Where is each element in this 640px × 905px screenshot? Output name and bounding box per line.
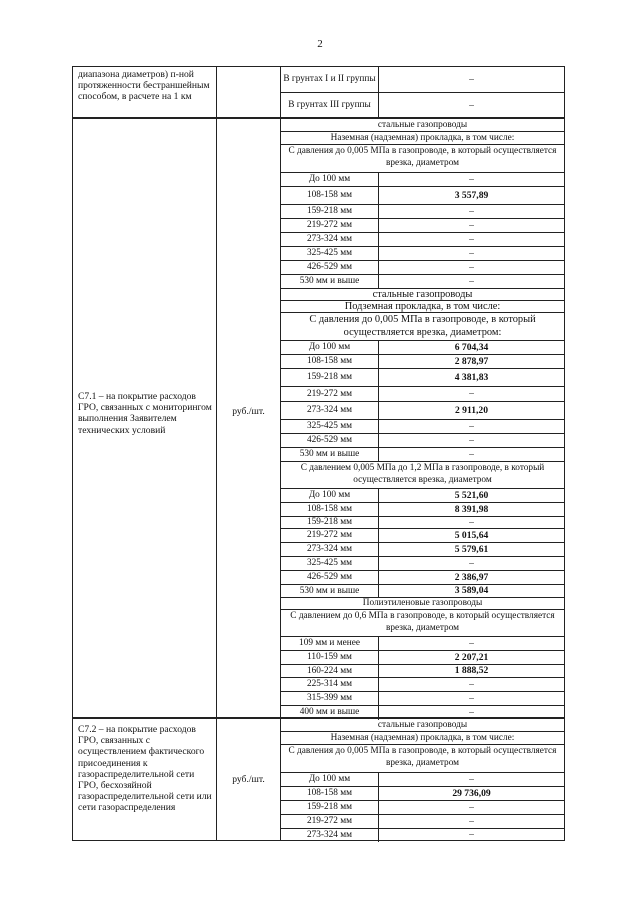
diameter-range: 108-158 мм: [281, 355, 379, 368]
table-row: [281, 503, 564, 517]
rate-value: –: [469, 421, 474, 432]
rate-value: –: [469, 435, 474, 446]
table-row: [281, 665, 564, 678]
table-section: [72, 118, 565, 718]
rate-value: –: [469, 638, 474, 649]
table-row: [281, 787, 564, 801]
rate-value: 3 557,89: [454, 190, 489, 201]
rate-value: 1 888,52: [454, 665, 489, 676]
rate-value: –: [469, 388, 474, 399]
table-row: [281, 543, 564, 557]
rate-value: –: [469, 206, 474, 217]
section-header-row: С давления до 0,005 МПа в газопроводе, в который осуществляется врезка, диаметром: [281, 745, 564, 773]
diameter-range: 273-324 мм: [281, 233, 379, 246]
unit-cell: [216, 718, 280, 841]
rate-value: –: [469, 262, 474, 273]
description-text: С7.2 – на покрытие расходов ГРО, связанных с осуществлением фактического присоединения к газораспределительной сети ГРО, бесхозяйной газораспределительной сети или сети газораспределения: [78, 724, 212, 814]
unit-cell: [216, 118, 280, 718]
section-header-row: стальные газопроводы: [281, 289, 564, 301]
section-header-row: С давлением 0,005 МПа до 1,2 МПа в газопроводе, в который осуществляется врезка, диаметром: [281, 462, 564, 489]
diameter-range: 108-158 мм: [281, 787, 379, 800]
diameter-range: 225-314 мм: [281, 678, 379, 691]
diameter-range: 159-218 мм: [281, 517, 379, 528]
diameter-range: 108-158 мм: [281, 187, 379, 204]
rate-value: 8 391,98: [454, 504, 489, 515]
rate-value: –: [469, 220, 474, 231]
diameter-range: 219-272 мм: [281, 387, 379, 401]
rate-value: –: [469, 707, 474, 718]
table-section: [72, 718, 565, 841]
table-row: [281, 829, 564, 842]
table-row: [281, 247, 564, 261]
rate-value: –: [469, 74, 474, 85]
rate-value: –: [469, 276, 474, 287]
table-row: [281, 93, 564, 119]
rate-value: –: [469, 174, 474, 185]
table-row: [281, 420, 564, 434]
diameter-range: 400 мм и выше: [281, 706, 379, 720]
table-row: [281, 205, 564, 219]
diameter-range: 159-218 мм: [281, 369, 379, 386]
diameter-range: 530 мм и выше: [281, 448, 379, 461]
section-header-row: стальные газопроводы: [281, 119, 564, 132]
description-cell: [72, 118, 216, 718]
table-row: [281, 448, 564, 462]
section-header-row: стальные газопроводы: [281, 719, 564, 732]
section-header-row: С давления до 0,005 МПа в газопроводе, в который осуществляется врезка, диаметром:: [281, 313, 564, 341]
rate-value: –: [469, 248, 474, 259]
rate-value: –: [469, 558, 474, 569]
rate-value: 4 381,83: [454, 372, 489, 383]
rates-cell: [280, 66, 565, 118]
rates-list: [281, 719, 564, 842]
rate-value: –: [469, 100, 474, 111]
rate-value: 29 736,09: [452, 788, 491, 799]
rate-value: –: [469, 234, 474, 245]
section-header-row: Полиэтиленовые газопроводы: [281, 598, 564, 610]
table-row: [281, 637, 564, 651]
table-row: [281, 173, 564, 187]
unit-label: руб./шт.: [232, 406, 265, 417]
diameter-range: 325-425 мм: [281, 247, 379, 260]
rate-value: –: [469, 774, 474, 785]
table-row: [281, 678, 564, 692]
section-header-row: С давления до 0,005 МПа в газопроводе, в который осуществляется врезка, диаметром: [281, 145, 564, 173]
rate-value: –: [469, 802, 474, 813]
section-header-row: Наземная (надземная) прокладка, в том числе:: [281, 132, 564, 145]
table-section: [72, 66, 565, 118]
diameter-range: 219-272 мм: [281, 815, 379, 828]
diameter-range: 219-272 мм: [281, 529, 379, 542]
table-row: [281, 571, 564, 585]
rate-value: 5 521,60: [454, 490, 489, 501]
rate-value: 5 579,61: [454, 544, 489, 555]
diameter-range: 325-425 мм: [281, 420, 379, 433]
diameter-range: 219-272 мм: [281, 219, 379, 232]
diameter-range: 325-425 мм: [281, 557, 379, 570]
diameter-range: 315-399 мм: [281, 692, 379, 705]
table-row: [281, 67, 564, 93]
diameter-range: 159-218 мм: [281, 205, 379, 218]
table-row: [281, 369, 564, 387]
diameter-range: 273-324 мм: [281, 402, 379, 419]
description-text: С7.1 – на покрытие расходов ГРО, связанных с мониторингом выполнения Заявителем технических условий: [78, 391, 212, 436]
unit-cell: [216, 66, 280, 118]
diameter-range: 426-529 мм: [281, 261, 379, 274]
table-row: [281, 434, 564, 448]
diameter-range: 108-158 мм: [281, 503, 379, 516]
rate-value: –: [469, 816, 474, 827]
diameter-range: 160-224 мм: [281, 665, 379, 677]
rate-value: –: [469, 679, 474, 690]
table-row: [281, 261, 564, 275]
diameter-range: 530 мм и выше: [281, 275, 379, 288]
table-row: [281, 219, 564, 233]
table-row: [281, 815, 564, 829]
diameter-range: 426-529 мм: [281, 571, 379, 584]
description-cell: [72, 718, 216, 841]
table-row: [281, 529, 564, 543]
diameter-range: 273-324 мм: [281, 543, 379, 556]
table-row: [281, 233, 564, 247]
rates-list: [281, 119, 564, 720]
section-header-row: С давлением до 0,6 МПа в газопроводе, в который осуществляется врезка, диаметром: [281, 610, 564, 637]
section-header-row: Подземная прокладка, в том числе:: [281, 301, 564, 313]
description-text: диапазона диаметров) п-ной протяженности бестраншейным способом, в расчете на 1 км: [78, 69, 210, 103]
table-row: [281, 402, 564, 420]
table-row: [281, 355, 564, 369]
rate-value: 6 704,34: [454, 342, 489, 353]
diameter-range: До 100 мм: [281, 341, 379, 354]
rates-list: [281, 67, 564, 119]
rate-value: –: [469, 829, 474, 840]
diameter-range: До 100 мм: [281, 173, 379, 186]
section-header-row: Наземная (надземная) прокладка, в том числе:: [281, 732, 564, 745]
diameter-range: 530 мм и выше: [281, 585, 379, 597]
unit-label: руб./шт.: [232, 774, 265, 785]
rates-cell: [280, 718, 565, 841]
diameter-range: 426-529 мм: [281, 434, 379, 447]
rate-value: 3 589,04: [454, 585, 489, 596]
table-row: [281, 489, 564, 503]
diameter-range: В грунтах III группы: [281, 93, 379, 119]
rate-value: –: [469, 449, 474, 460]
diameter-range: В грунтах I и II группы: [281, 67, 379, 92]
table-row: [281, 187, 564, 205]
table-row: [281, 773, 564, 787]
rate-value: 2 207,21: [454, 652, 489, 663]
table-row: [281, 341, 564, 355]
table-row: [281, 387, 564, 402]
table-row: [281, 651, 564, 665]
table-row: [281, 801, 564, 815]
table-row: [281, 275, 564, 289]
diameter-range: 159-218 мм: [281, 801, 379, 814]
table-row: [281, 692, 564, 706]
rate-value: –: [469, 693, 474, 704]
diameter-range: 273-324 мм: [281, 829, 379, 842]
diameter-range: 109 мм и менее: [281, 637, 379, 650]
page-number: 2: [317, 38, 323, 50]
rates-cell: [280, 118, 565, 718]
rate-value: 2 878,97: [454, 356, 489, 367]
rate-value: 2 911,20: [454, 405, 489, 416]
rate-value: 2 386,97: [454, 572, 489, 583]
table-row: [281, 585, 564, 598]
description-cell: [72, 66, 216, 118]
diameter-range: До 100 мм: [281, 489, 379, 502]
rate-value: 5 015,64: [454, 530, 489, 541]
table-row: [281, 517, 564, 529]
diameter-range: 110-159 мм: [281, 651, 379, 664]
rate-value: –: [469, 517, 474, 528]
diameter-range: До 100 мм: [281, 773, 379, 786]
table-row: [281, 557, 564, 571]
